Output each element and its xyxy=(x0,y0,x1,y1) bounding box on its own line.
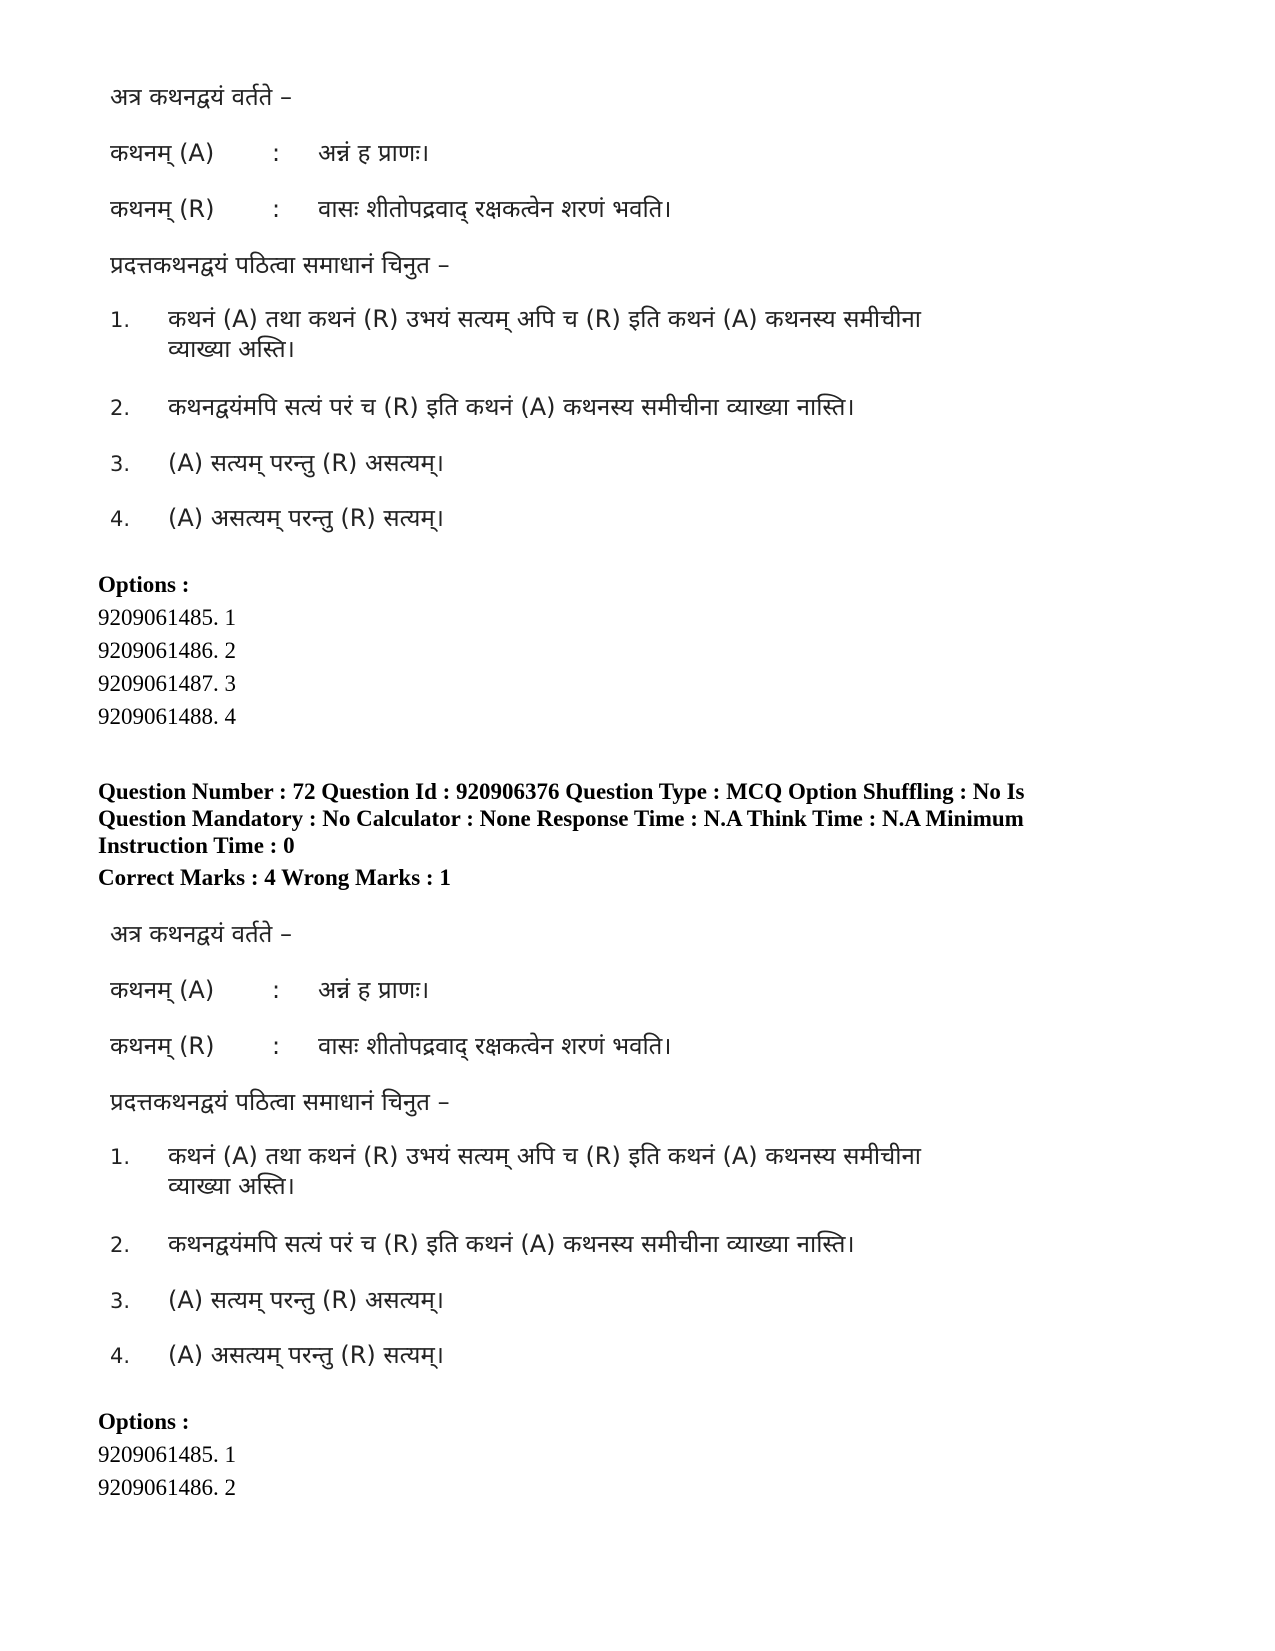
choice-number: 2. xyxy=(110,396,131,420)
statement-a-colon: : xyxy=(272,976,281,1004)
option-row: 9209061485. 1 xyxy=(98,605,236,630)
statement-a-colon: : xyxy=(272,139,281,167)
statement-r-colon: : xyxy=(272,195,281,223)
question-image-1 xyxy=(110,82,1010,542)
choice-number: 3. xyxy=(110,452,131,476)
choice-number: 2. xyxy=(110,1233,131,1257)
statement-r-text: वासः शीतोपद्रवाद् रक्षकत्वेन शरणं भवति। xyxy=(318,195,672,223)
choice-text: (A) असत्यम् परन्तु (R) सत्यम्। xyxy=(168,504,444,532)
option-row: 9209061487. 3 xyxy=(98,671,236,696)
choice-text: कथनद्वयंमपि सत्यं परं च (R) इति कथनं (A) कथनस्य समीचीना व्याख्या नास्ति। xyxy=(168,393,855,421)
question-meta: Question Number : 72 Question Id : 920906376 Question Type : MCQ Option Shuffling : No Is Question Mandatory : No Calculator : None Response Time : N.A Think Time : N.A Minimum Instruction Time : 0 xyxy=(98,779,1025,858)
statement-a-label: कथनम् (A) xyxy=(110,976,215,1004)
option-row: 9209061486. 2 xyxy=(98,1475,236,1500)
option-row: 9209061485. 1 xyxy=(98,1442,236,1467)
options-heading: Options : xyxy=(98,572,190,597)
statement-a-label: कथनम् (A) xyxy=(110,139,215,167)
option-row: 9209061488. 4 xyxy=(98,704,236,729)
question-intro: अत्र कथनद्वयं वर्तते – xyxy=(110,920,292,948)
choice-text: कथनद्वयंमपि सत्यं परं च (R) इति कथनं (A) कथनस्य समीचीना व्याख्या नास्ति। xyxy=(168,1230,855,1258)
choice-text: (A) सत्यम् परन्तु (R) असत्यम्। xyxy=(168,1286,444,1314)
choice-text: (A) असत्यम् परन्तु (R) सत्यम्। xyxy=(168,1341,444,1369)
statement-a-text: अन्नं ह प्राणः। xyxy=(318,976,430,1004)
question-marks: Correct Marks : 4 Wrong Marks : 1 xyxy=(98,865,451,890)
choice-number: 1. xyxy=(110,308,131,332)
statement-a-text: अन्नं ह प्राणः। xyxy=(318,139,430,167)
question-image-2 xyxy=(110,919,1010,1379)
question-intro: अत्र कथनद्वयं वर्तते – xyxy=(110,83,292,111)
choice-text: कथनं (A) तथा कथनं (R) उभयं सत्यम् अपि च (R) इति कथनं (A) कथनस्य समीचीना व्याख्या अस्ति। xyxy=(168,1142,922,1200)
choice-number: 4. xyxy=(110,507,131,531)
statement-r-colon: : xyxy=(272,1032,281,1060)
statement-r-label: कथनम् (R) xyxy=(110,195,215,223)
choice-text: कथनं (A) तथा कथनं (R) उभयं सत्यम् अपि च (R) इति कथनं (A) कथनस्य समीचीना व्याख्या अस्ति। xyxy=(168,305,922,363)
choice-number: 3. xyxy=(110,1289,131,1313)
statement-r-text: वासः शीतोपद्रवाद् रक्षकत्वेन शरणं भवति। xyxy=(318,1032,672,1060)
statement-r-label: कथनम् (R) xyxy=(110,1032,215,1060)
choice-number: 1. xyxy=(110,1145,131,1169)
question-instruction: प्रदत्तकथनद्वयं पठित्वा समाधानं चिनुत – xyxy=(110,1088,450,1116)
choice-text: (A) सत्यम् परन्तु (R) असत्यम्। xyxy=(168,449,444,477)
option-row: 9209061486. 2 xyxy=(98,638,236,663)
options-heading: Options : xyxy=(98,1409,190,1434)
question-instruction: प्रदत्तकथनद्वयं पठित्वा समाधानं चिनुत – xyxy=(110,251,450,279)
choice-number: 4. xyxy=(110,1344,131,1368)
